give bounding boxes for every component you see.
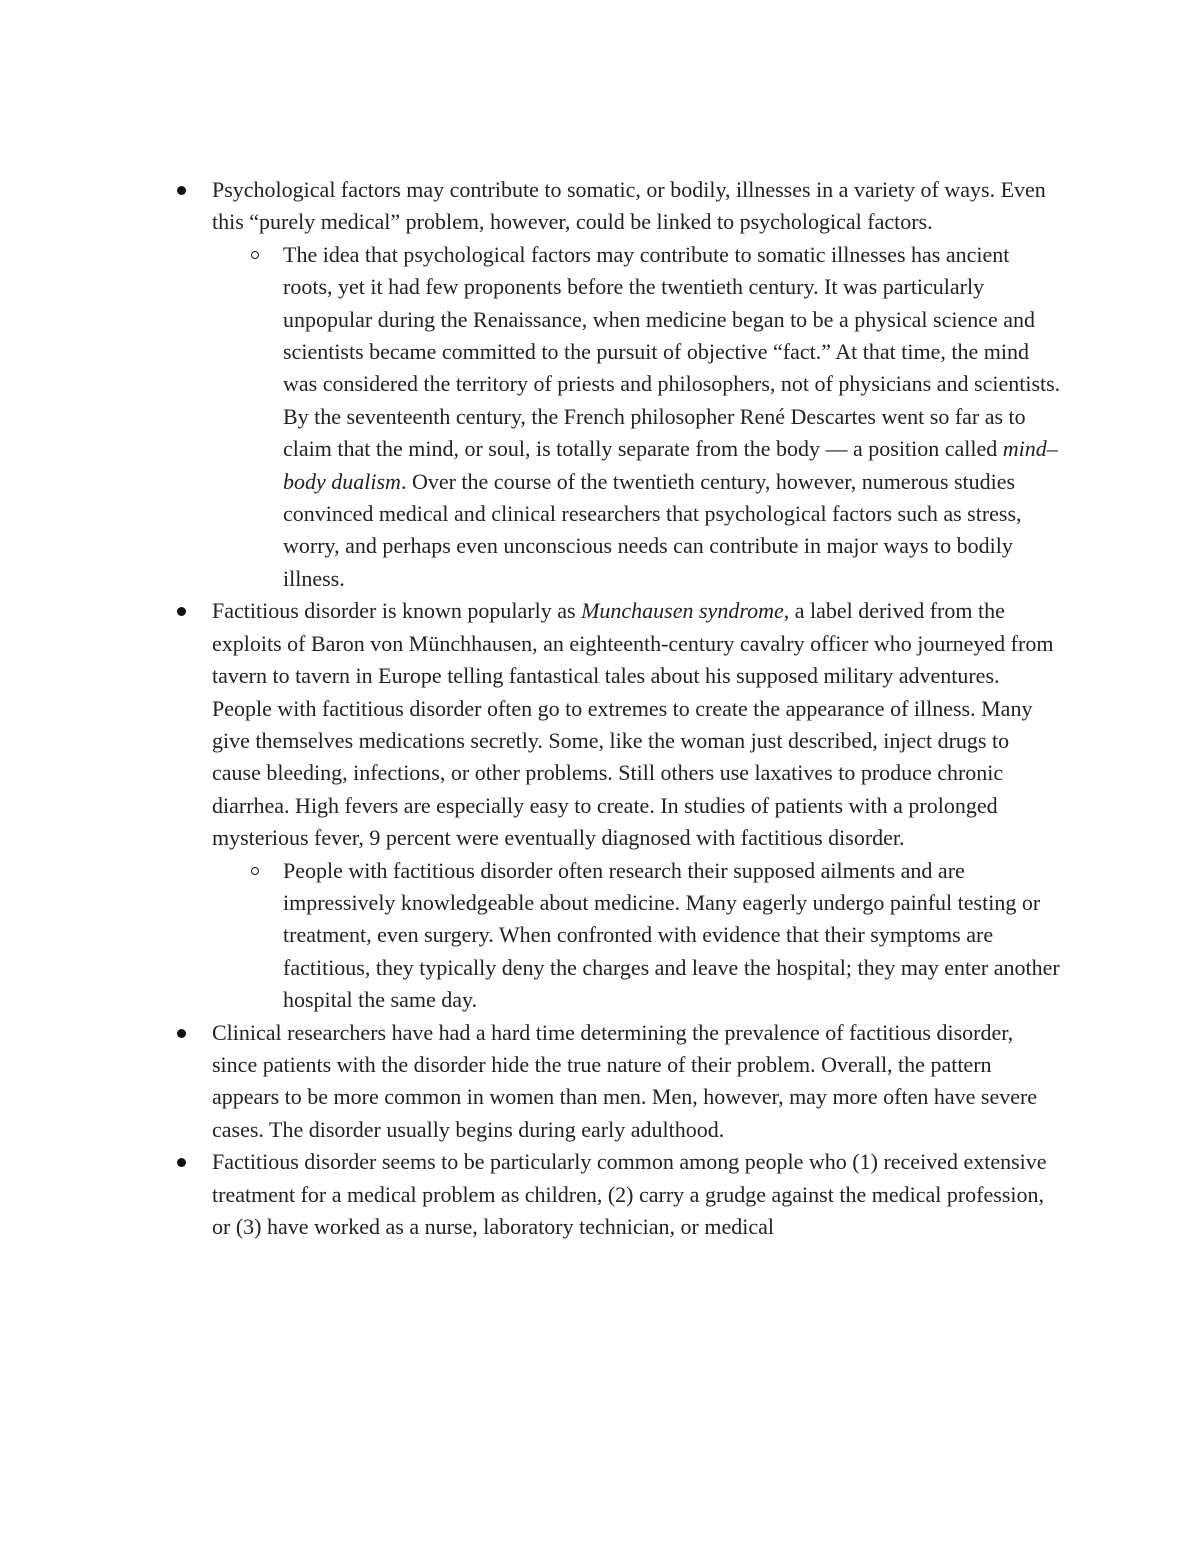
list-item-text: Factitious disorder seems to be particularly common among people who (1) received extensive treatment for a medical problem as children, (2) carry a grudge against the medical profession, or (3) have worked as a nurse, laboratory technician, or medical [212,1149,1047,1239]
sub-list [212,855,1062,1017]
text-run: . Over the course of the twentieth century, however, numerous studies convinced medical and clinical researchers that psychological factors such as stress, worry, and perhaps even unconscious needs can contribute in major ways to bodily illness. [283,468,1022,591]
list-item [212,595,1062,1016]
list-item [212,1017,1062,1147]
sub-list-item [283,855,1063,1017]
bullet-icon [177,1029,186,1038]
list-item [212,1146,1062,1243]
sub-list-item [283,239,1063,595]
italic-term: Munchausen syndrome, [581,598,790,624]
list-item-text: Clinical researchers have had a hard time determining the prevalence of factitious disorder, since patients with the disorder hide the true nature of their problem. Overall, the pattern appears to be more common in women than men. Men, however, may more often have severe cases. The disorder usually begins during early adulthood. [212,1019,1038,1142]
italic-term: mind–body dualism [283,436,1058,494]
bullet-list [0,174,1200,1243]
text-run: The idea that psychological factors may contribute to somatic illnesses has ancient roots, yet it had few proponents before the twentieth century. It was particularly unpopular during the Renaissance, when medicine began to be a physical science and scientists became committed to the pursuit of objective “fact.” At that time, the mind was considered the territory of priests and philosophers, not of physicians and scientists. By the seventeenth century, the French philosopher René Descartes went so far as to claim that the mind, or soul, is totally separate from the body — a position called [283,241,1061,462]
text-run: Factitious disorder is known popularly as [212,598,582,624]
sub-list-item-text [283,239,1063,595]
hollow-circle-bullet-icon [251,251,259,259]
bullet-icon [177,607,186,616]
sub-list-item-text: People with factitious disorder often research their supposed ailments and are impressively knowledgeable about medicine. Many eagerly undergo painful testing or treatment, even surgery. When confronted with evidence that their symptoms are factitious, they typically deny the charges and leave the hospital; they may enter another hospital the same day. [283,857,1060,1013]
bullet-icon [177,186,186,195]
list-item [212,174,1062,595]
text-run: a label derived from the exploits of Baron von Münchhausen, an eighteenth-century cavalry officer who journeyed from tavern to tavern in Europe telling fantastical tales about his supposed military adventures. People with factitious disorder often go to extremes to create the appearance of illness. Many give themselves medications secretly. Some, like the woman just described, inject drugs to cause bleeding, infections, or other problems. Still others use laxatives to produce chronic diarrhea. High fevers are especially easy to create. In studies of patients with a prolonged mysterious fever, 9 percent were eventually diagnosed with factitious disorder. [212,598,1054,851]
bullet-icon [177,1158,186,1167]
list-item-text [212,595,1062,854]
hollow-circle-bullet-icon [251,867,259,875]
sub-list [212,239,1062,595]
list-item-text: Psychological factors may contribute to somatic, or bodily, illnesses in a variety of ways. Even this “purely medical” problem, however, could be linked to psychological factors. [212,177,1046,235]
